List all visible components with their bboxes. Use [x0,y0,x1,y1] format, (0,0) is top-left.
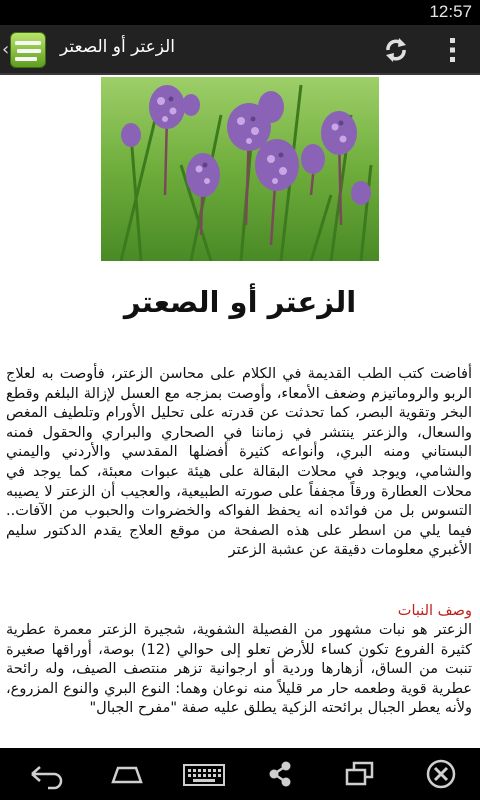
share-button[interactable] [256,756,304,792]
close-button[interactable] [417,756,465,792]
action-bar [0,25,480,75]
section-body: الزعتر هو نبات مشهور من الفصيلة الشفوية، شجيرة الزعتر معمرة عطرية كثيرة الفروع تكون كساء للأرض تعلو إلى حوالي (12) بوصة، أوراقها صغيرة تنبت من الساق، أزهارها وردية أو ارجوانية تزهر منتصف الصيف، وله رائحة عطرية قوية وطعمه حار مر قليلاً منه نوعان وهما: النوع البري والنوع المزروع، ولأنه يعطر الجبال برائحته الزكية يطلق عليه صفة "مفرح الجبال" [6,622,472,717]
recent-apps-icon [336,756,384,792]
up-chevron-icon[interactable]: ‹ [2,39,10,60]
article-scroll-view[interactable] [0,77,480,748]
close-icon [417,756,465,792]
home-icon [103,756,151,792]
article-title: الزعتر أو الصعتر [123,285,357,319]
app-icon[interactable] [10,32,46,68]
thyme-flowers-image [101,77,379,261]
overflow-menu-button[interactable] [438,33,468,67]
status-clock: 12:57 [429,2,472,21]
refresh-icon [378,33,414,67]
section-heading: وصف النبات [397,603,472,619]
back-button[interactable] [22,756,70,792]
status-bar [0,0,480,25]
overflow-menu-icon [438,33,468,67]
keyboard-icon [180,756,228,792]
home-button[interactable] [103,756,151,792]
recent-apps-button[interactable] [336,756,384,792]
keyboard-button[interactable] [180,756,228,792]
share-icon [256,756,304,792]
navigation-bar [0,748,480,800]
back-icon [22,756,70,792]
article-body: أفاضت كتب الطب القديمة في الكلام على محاسن الزعتر، فأوصت به لعلاج الربو والروماتيزم وضعف الأمعاء، وأوصت بمزجه مع العسل لإزالة البلغم وقطع البخر وتقوية البصر، كما تحدثت عن قدرته على تحليل الأورام وتلطيف المغص والسعال، والزعتر ينتشر في زماننا في الصحاري والبراري والحقول فمنه البستاني ومنه البري، وأنواعه كثيرة أفضلها المقدسي والأردني واليمني والشامي، ويوجد في محلات البقالة على هيئة عبوات معبئة، كما يوجد في محلات العطارة ورقاً مجففاً على صورته الطبيعية، والعجيب أن الزعتر لا يصيبه التسوس بل من فوائده انه يحفظ الفواكه والخضروات والحبوب من الآفات.. فيما يلي من اسطر على هذه الصفحة من موقع العلاج يقدم الدكتور سليم الأغبري معلومات دقيقة عن عشبة الزعتر [6,366,472,559]
refresh-button[interactable] [378,33,414,67]
action-bar-title: الزعتر أو الصعتر [60,37,176,57]
